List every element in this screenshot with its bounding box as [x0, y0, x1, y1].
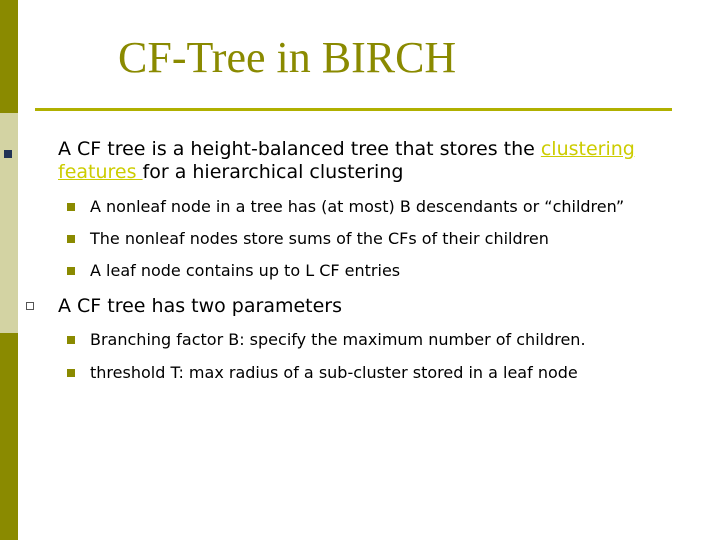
sub-bullet-text: A nonleaf node in a tree has (at most) B descendants or “children” [90, 197, 625, 216]
sub-bullet-square-icon [67, 267, 75, 275]
sub-bullet-text: The nonleaf nodes store sums of the CFs of their children [90, 229, 549, 248]
slide-title: CF-Tree in BIRCH [118, 33, 457, 82]
title-underline [35, 108, 672, 111]
clustering-features-link-continued[interactable]: features [58, 161, 143, 183]
bullet-square-icon [4, 150, 12, 158]
clustering-features-link[interactable]: clustering [540, 138, 635, 160]
bullet-hollow-square-icon [26, 302, 34, 310]
bullet-1-line-1 [58, 137, 635, 162]
side-band-bottom [0, 333, 18, 540]
sub-bullet-square-icon [67, 235, 75, 243]
sub-bullet-square-icon [67, 336, 75, 344]
sub-bullet-square-icon [67, 369, 75, 377]
bullet-1-line-2 [58, 160, 403, 185]
bullet-1-text-start: A CF tree is a height-balanced tree that stores the [58, 138, 541, 160]
sub-bullet-text: threshold T: max radius of a sub-cluster stored in a leaf node [90, 363, 578, 382]
sub-bullet-text: A leaf node contains up to L CF entries [90, 261, 401, 280]
sub-bullet-text: Branching factor B: specify the maximum number of children. [90, 330, 586, 349]
sub-bullet-square-icon [67, 203, 75, 211]
side-band-middle [0, 113, 18, 333]
bullet-2-text: A CF tree has two parameters [58, 295, 343, 317]
bullet-1-text-end: for a hierarchical clustering [142, 161, 404, 183]
